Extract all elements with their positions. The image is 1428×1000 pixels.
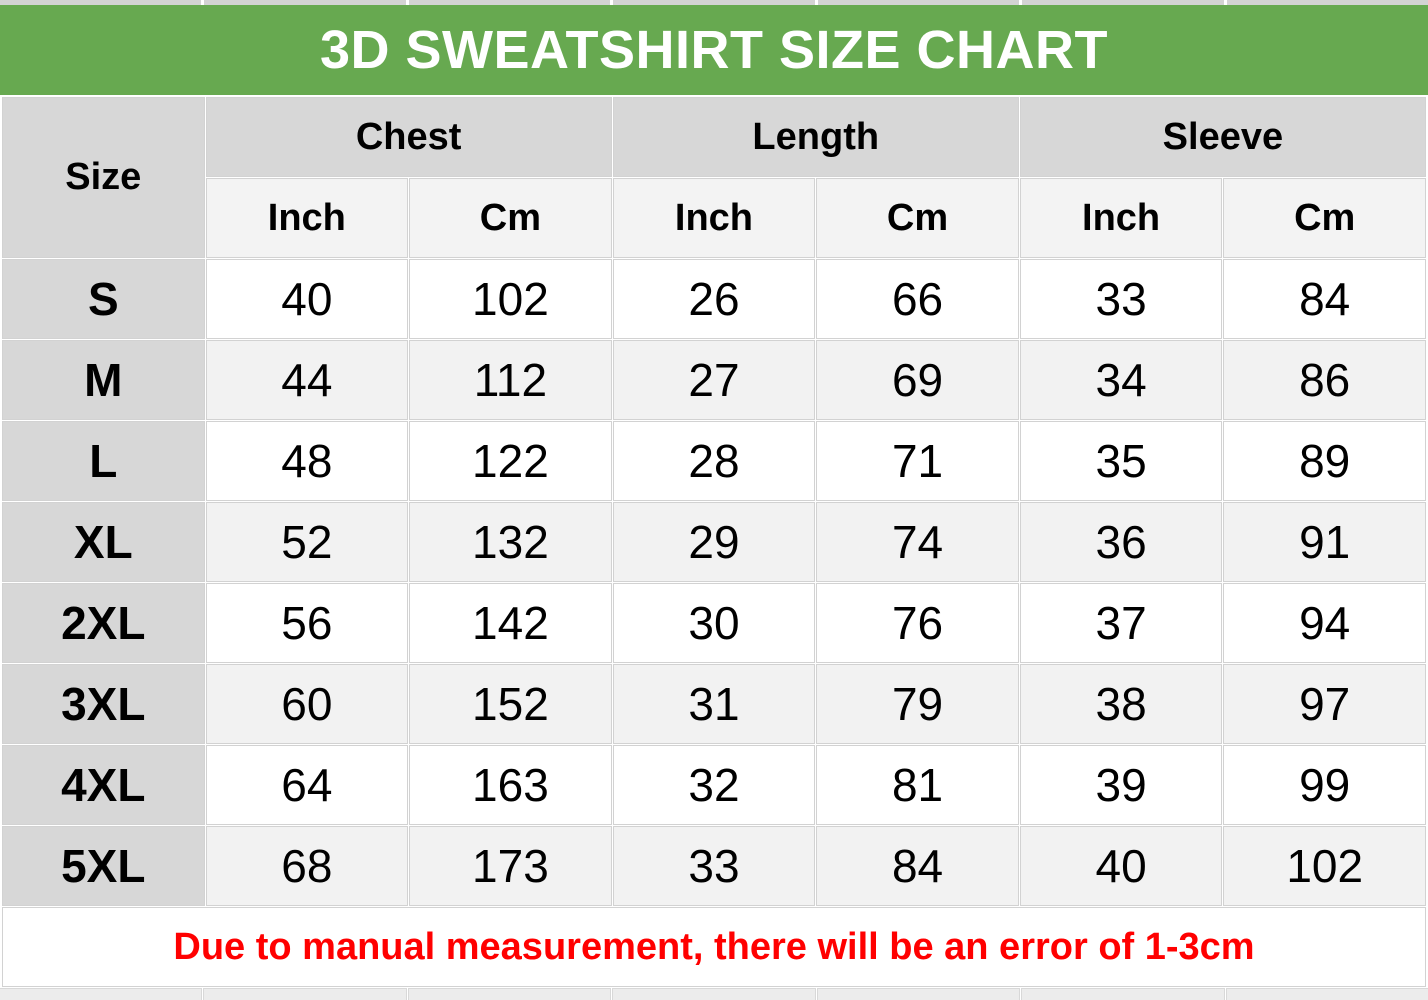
size-cell: 4XL xyxy=(3,746,204,824)
value-cell: 56 xyxy=(207,584,408,662)
group-header-row xyxy=(3,98,1425,176)
grid-cell xyxy=(1022,989,1223,1000)
value-cell: 74 xyxy=(817,503,1018,581)
value-cell: 76 xyxy=(817,584,1018,662)
header-chest-cm: Cm xyxy=(410,179,611,257)
value-cell: 26 xyxy=(614,260,815,338)
value-cell: 71 xyxy=(817,422,1018,500)
value-cell: 64 xyxy=(207,746,408,824)
value-cell: 33 xyxy=(614,827,815,905)
header-length-cm: Cm xyxy=(817,179,1018,257)
grid-cell xyxy=(613,989,814,1000)
header-length-inch: Inch xyxy=(614,179,815,257)
value-cell: 60 xyxy=(207,665,408,743)
value-cell: 68 xyxy=(207,827,408,905)
value-cell: 79 xyxy=(817,665,1018,743)
header-chest-inch: Inch xyxy=(207,179,408,257)
table-row xyxy=(3,584,1425,662)
grid-cell xyxy=(818,989,1019,1000)
size-cell: 5XL xyxy=(3,827,204,905)
size-cell: XL xyxy=(3,503,204,581)
value-cell: 84 xyxy=(817,827,1018,905)
value-cell: 112 xyxy=(410,341,611,419)
value-cell: 69 xyxy=(817,341,1018,419)
value-cell: 102 xyxy=(410,260,611,338)
note-row xyxy=(3,908,1425,986)
value-cell: 91 xyxy=(1224,503,1425,581)
value-cell: 99 xyxy=(1224,746,1425,824)
table-row xyxy=(3,503,1425,581)
grid-cell xyxy=(409,989,610,1000)
size-cell: 2XL xyxy=(3,584,204,662)
value-cell: 37 xyxy=(1021,584,1222,662)
value-cell: 44 xyxy=(207,341,408,419)
value-cell: 81 xyxy=(817,746,1018,824)
value-cell: 163 xyxy=(410,746,611,824)
value-cell: 36 xyxy=(1021,503,1222,581)
value-cell: 27 xyxy=(614,341,815,419)
value-cell: 48 xyxy=(207,422,408,500)
header-length: Length xyxy=(614,98,1018,176)
value-cell: 31 xyxy=(614,665,815,743)
value-cell: 34 xyxy=(1021,341,1222,419)
size-cell: L xyxy=(3,422,204,500)
value-cell: 32 xyxy=(614,746,815,824)
value-cell: 122 xyxy=(410,422,611,500)
value-cell: 86 xyxy=(1224,341,1425,419)
value-cell: 94 xyxy=(1224,584,1425,662)
size-table-body xyxy=(3,260,1425,905)
header-sleeve-inch: Inch xyxy=(1021,179,1222,257)
unit-header-row xyxy=(3,179,1425,257)
title-banner xyxy=(0,5,1428,95)
table-row xyxy=(3,827,1425,905)
value-cell: 152 xyxy=(410,665,611,743)
value-cell: 40 xyxy=(1021,827,1222,905)
value-cell: 84 xyxy=(1224,260,1425,338)
value-cell: 89 xyxy=(1224,422,1425,500)
value-cell: 38 xyxy=(1021,665,1222,743)
size-cell: 3XL xyxy=(3,665,204,743)
value-cell: 39 xyxy=(1021,746,1222,824)
table-row xyxy=(3,746,1425,824)
header-chest: Chest xyxy=(207,98,611,176)
header-size: Size xyxy=(3,98,204,257)
grid-cell xyxy=(0,989,201,1000)
table-row xyxy=(3,260,1425,338)
value-cell: 142 xyxy=(410,584,611,662)
table-row xyxy=(3,422,1425,500)
sheet-grid-strip-bottom xyxy=(0,989,1428,1000)
header-sleeve-cm: Cm xyxy=(1224,179,1425,257)
size-cell: M xyxy=(3,341,204,419)
value-cell: 33 xyxy=(1021,260,1222,338)
value-cell: 52 xyxy=(207,503,408,581)
value-cell: 35 xyxy=(1021,422,1222,500)
grid-cell xyxy=(204,989,405,1000)
value-cell: 97 xyxy=(1224,665,1425,743)
value-cell: 28 xyxy=(614,422,815,500)
value-cell: 66 xyxy=(817,260,1018,338)
grid-cell xyxy=(1227,989,1428,1000)
size-chart-table xyxy=(0,95,1428,989)
measurement-note: Due to manual measurement, there will be an error of 1-3cm xyxy=(3,908,1425,986)
value-cell: 173 xyxy=(410,827,611,905)
table-row xyxy=(3,665,1425,743)
size-cell: S xyxy=(3,260,204,338)
header-sleeve: Sleeve xyxy=(1021,98,1425,176)
value-cell: 30 xyxy=(614,584,815,662)
value-cell: 40 xyxy=(207,260,408,338)
value-cell: 132 xyxy=(410,503,611,581)
table-row xyxy=(3,341,1425,419)
value-cell: 29 xyxy=(614,503,815,581)
value-cell: 102 xyxy=(1224,827,1425,905)
page-title: 3D SWEATSHIRT SIZE CHART xyxy=(319,20,1108,80)
